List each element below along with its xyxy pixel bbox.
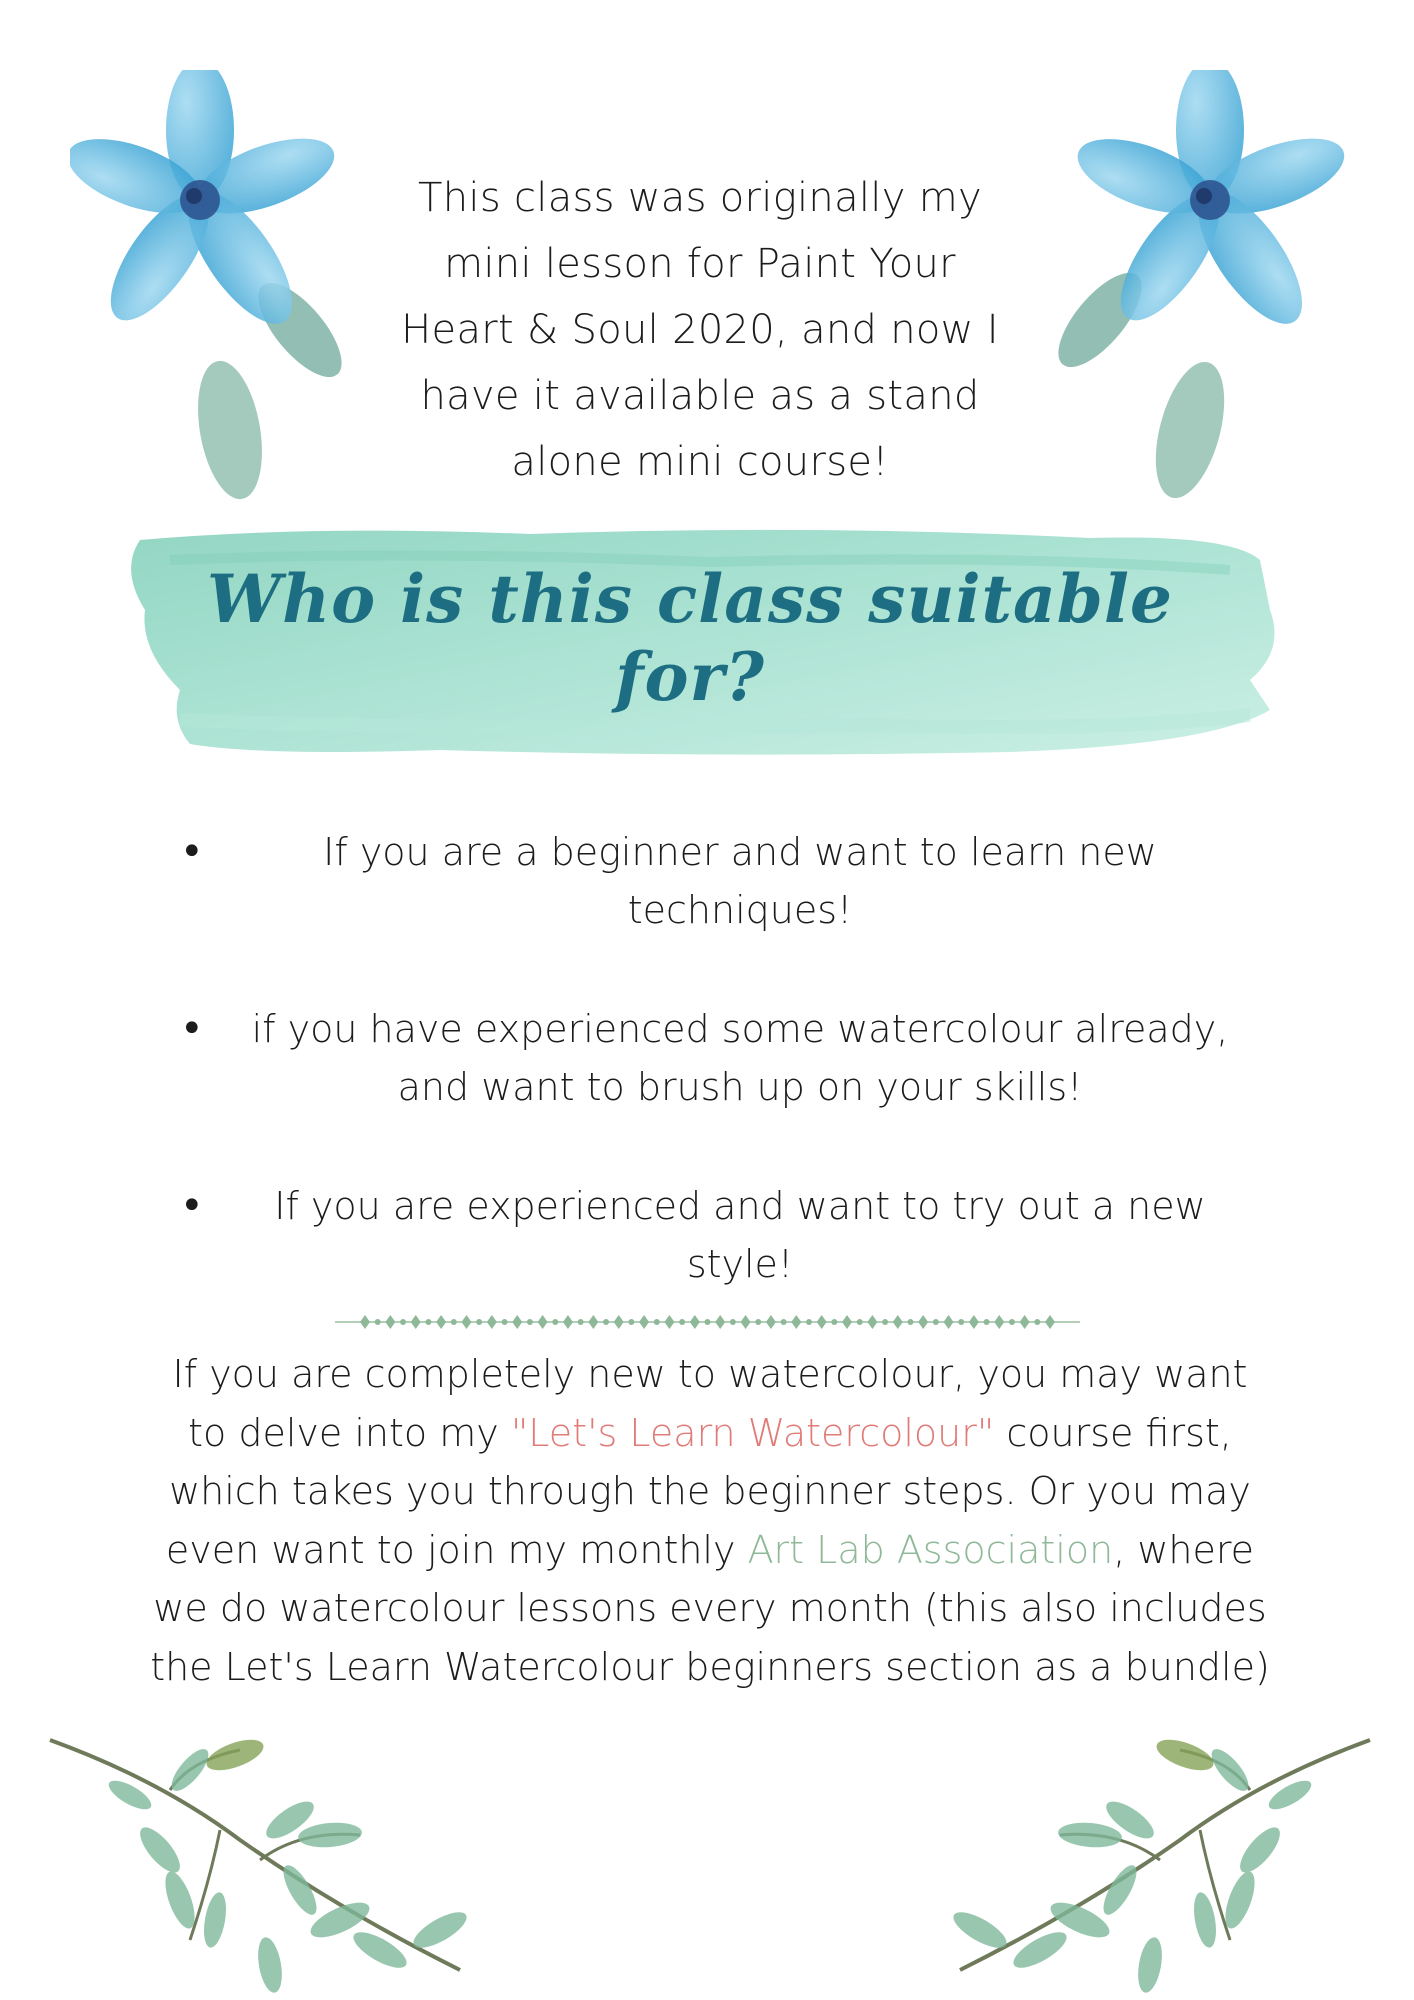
divider-diamond: [1020, 1315, 1030, 1329]
divider-diamond: [639, 1315, 649, 1329]
divider-diamond: [563, 1315, 573, 1329]
note-line: [120, 1521, 1300, 1580]
intro-paragraph: [360, 165, 1040, 495]
divider-dot: [527, 1319, 533, 1325]
bullet-icon: •: [180, 1006, 204, 1052]
list-item-line: If you are experienced and want to try out a new: [274, 1184, 1206, 1228]
divider-dot: [552, 1319, 558, 1325]
intro-line: alone mini course!: [511, 439, 889, 485]
divider-dot: [502, 1319, 508, 1325]
list-item: [150, 1177, 1290, 1297]
divider-diamond: [360, 1315, 370, 1329]
divider-dot: [1009, 1319, 1015, 1325]
diamond-divider-icon: [335, 1310, 1080, 1334]
divider-diamond: [538, 1315, 548, 1329]
divider-dot: [882, 1319, 888, 1325]
blue-flower-icon-left: [70, 70, 400, 500]
note-text: even want to join my monthly: [165, 1527, 748, 1572]
list-item-line: style!: [686, 1242, 794, 1286]
divider-dot: [984, 1319, 990, 1325]
divider-diamond: [741, 1315, 751, 1329]
divider-diamond: [411, 1315, 421, 1329]
divider-dot: [425, 1319, 431, 1325]
intro-line: This class was originally my: [418, 175, 982, 221]
divider-dot: [603, 1319, 609, 1325]
divider-diamond: [893, 1315, 903, 1329]
divider-dot: [730, 1319, 736, 1325]
list-item: [150, 1000, 1290, 1120]
divider-dot: [628, 1319, 634, 1325]
divider-diamond: [1045, 1315, 1055, 1329]
list-item-line: if you have experienced some watercolour already,: [251, 1007, 1229, 1051]
art-lab-association-link[interactable]: Art Lab Association: [747, 1527, 1114, 1572]
list-item: [150, 823, 1290, 943]
divider-diamond: [512, 1315, 522, 1329]
divider-dot: [679, 1319, 685, 1325]
divider-diamond: [791, 1315, 801, 1329]
divider-dot: [578, 1319, 584, 1325]
divider-dot: [781, 1319, 787, 1325]
list-item-line: techniques!: [627, 888, 853, 932]
note-line: [120, 1404, 1300, 1463]
divider-diamond: [690, 1315, 700, 1329]
intro-line: Heart & Soul 2020, and now I: [401, 307, 999, 353]
divider-diamond: [614, 1315, 624, 1329]
intro-line: mini lesson for Paint Your: [444, 241, 956, 287]
divider-dot: [857, 1319, 863, 1325]
divider-diamond: [944, 1315, 954, 1329]
note-paragraph: [120, 1345, 1300, 1696]
divider-diamond: [918, 1315, 928, 1329]
blue-flower-icon-right: [1030, 70, 1360, 500]
note-line: we do watercolour lessons every month (this also includes: [153, 1586, 1267, 1630]
divider-dot: [907, 1319, 913, 1325]
divider-dot: [1034, 1319, 1040, 1325]
divider-dot: [755, 1319, 761, 1325]
note-text: course first,: [994, 1410, 1232, 1455]
divider-diamond: [588, 1315, 598, 1329]
list-item-line: If you are a beginner and want to learn new: [323, 830, 1157, 874]
divider-diamond: [969, 1315, 979, 1329]
divider-dot: [933, 1319, 939, 1325]
divider-diamond: [842, 1315, 852, 1329]
divider-dot: [400, 1319, 406, 1325]
divider-dot: [476, 1319, 482, 1325]
divider-diamond: [436, 1315, 446, 1329]
bullet-icon: •: [180, 829, 204, 875]
divider-diamond: [385, 1315, 395, 1329]
divider-dot: [958, 1319, 964, 1325]
note-text: , where: [1113, 1527, 1255, 1572]
divider-dot: [375, 1319, 381, 1325]
divider-dot: [451, 1319, 457, 1325]
divider-dot: [705, 1319, 711, 1325]
bullet-icon: •: [180, 1183, 204, 1229]
note-line: which takes you through the beginner steps. Or you may: [169, 1469, 1251, 1513]
divider-diamond: [715, 1315, 725, 1329]
divider-diamond: [817, 1315, 827, 1329]
divider-diamond: [867, 1315, 877, 1329]
divider-dot: [831, 1319, 837, 1325]
divider-diamond: [994, 1315, 1004, 1329]
divider-diamond: [766, 1315, 776, 1329]
divider-diamond: [664, 1315, 674, 1329]
intro-line: have it available as a stand: [420, 373, 980, 419]
divider-dot: [806, 1319, 812, 1325]
divider-diamond: [461, 1315, 471, 1329]
divider-dot: [654, 1319, 660, 1325]
lets-learn-watercolour-link[interactable]: "Let's Learn Watercolour": [510, 1410, 995, 1455]
note-line: If you are completely new to watercolour, you may want: [172, 1352, 1248, 1396]
section-heading: Who is this class suitable for?: [207, 560, 1173, 716]
note-line: the Let's Learn Watercolour beginners section as a bundle): [150, 1644, 1270, 1689]
list-item-line: and want to brush up on your skills!: [397, 1065, 1083, 1109]
eucalyptus-branch-icon-left: [40, 1720, 600, 2000]
divider-diamond: [487, 1315, 497, 1329]
eucalyptus-branch-icon-right: [820, 1720, 1380, 2000]
note-text: to delve into my: [188, 1410, 511, 1455]
